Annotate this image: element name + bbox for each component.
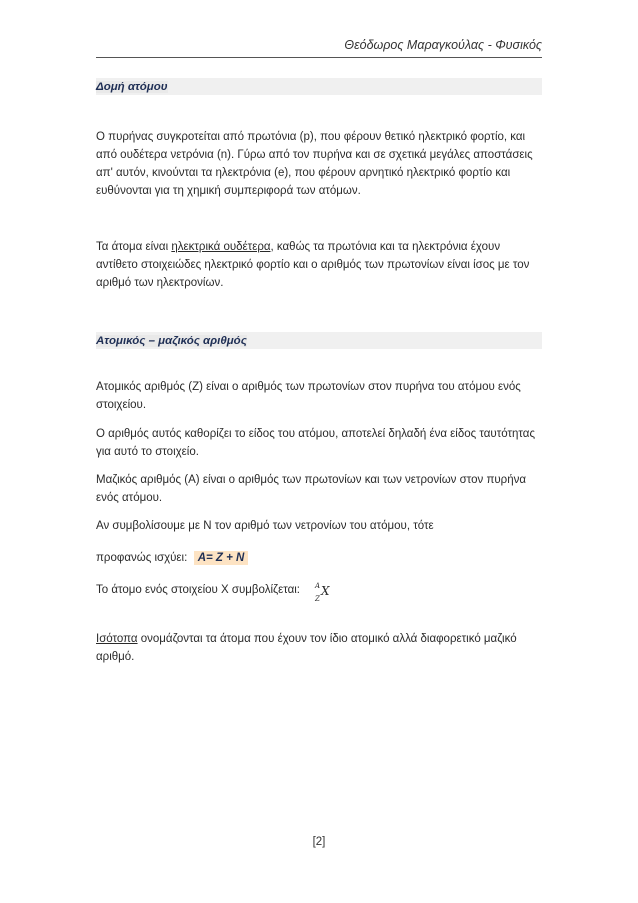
mass-number-formula: A= Z + N	[194, 551, 249, 565]
section-heading-text: Ατομικός – μαζικός αριθμός	[96, 335, 247, 347]
paragraph-identity: Ο αριθμός αυτός καθορίζει το είδος του ατόμου, αποτελεί δηλαδή ένα είδος ταυτότητας για αυτό το στοιχείο.	[96, 428, 535, 458]
text-segment: , καθώς τα πρωτόνια και τα ηλεκτρόνια έχουν αντίθετο στοιχειώδες ηλεκτρικό φορτίο και ο αριθμός των πρωτονίων είναι ίσος με τον αριθμό των ηλεκτρονίων.	[96, 241, 530, 289]
symbol-prefix: Το άτομο ενός στοιχείου Χ συμβολίζεται:	[96, 584, 300, 597]
text-segment: ονομάζονται τα άτομα που έχουν τον ίδιο ατομικό αλλά διαφορετικό μαζικό αριθμό.	[96, 633, 517, 663]
page-number: [2]	[312, 836, 326, 848]
paragraph-neutrons: Αν συμβολίσουμε με Ν τον αριθμό των νετρονίων του ατόμου, τότε	[96, 520, 434, 532]
paragraph-isotopes	[96, 630, 542, 666]
symbol-line	[96, 581, 542, 603]
section-heading-atom-structure	[96, 78, 542, 95]
paragraph-mass-number: Μαζικός αριθμός (Α) είναι ο αριθμός των πρωτονίων και των νετρονίων στον πυρήνα ενός ατόμου.	[96, 474, 527, 504]
section-heading-text: Δομή ατόμου	[96, 81, 168, 93]
underlined-term: ηλεκτρικά ουδέτερα	[171, 241, 271, 253]
page-header: Θεόδωρος Μαραγκούλας - Φυσικός	[96, 38, 542, 58]
formula-line	[96, 549, 542, 567]
text-segment: Τα άτομα είναι	[96, 241, 172, 253]
section-heading-atomic-mass-number	[96, 332, 542, 349]
element-symbol: X	[320, 584, 330, 598]
paragraph-nucleus: Ο πυρήνας συγκροτείται από πρωτόνια (p), που φέρουν θετικό ηλεκτρικό φορτίο, και από ουδέτερα νετρόνια (n). Γύρω από τον πυρήνα και σε σχετικά μεγάλες αποστάσεις απ' αυτόν, κινούνται τα ηλεκτρόνια (e), που φέρουν αρνητικό ηλεκτρικό φορτίο και ευθύνονται για τη χημική συμπεριφορά των ατόμων.	[96, 131, 533, 197]
atomic-number-subscript: Z	[314, 595, 320, 603]
nuclide-symbol	[312, 581, 334, 603]
mass-number-superscript: A	[314, 582, 321, 590]
paragraph-atomic-number: Ατομικός αριθμός (Ζ) είναι ο αριθμός των πρωτονίων στον πυρήνα του ατόμου ενός στοιχείου.	[96, 381, 521, 411]
underlined-term-isotopes: Ισότοπα	[96, 633, 138, 645]
formula-prefix: προφανώς ισχύει:	[96, 552, 188, 564]
paragraph-neutral-atoms	[96, 238, 542, 292]
